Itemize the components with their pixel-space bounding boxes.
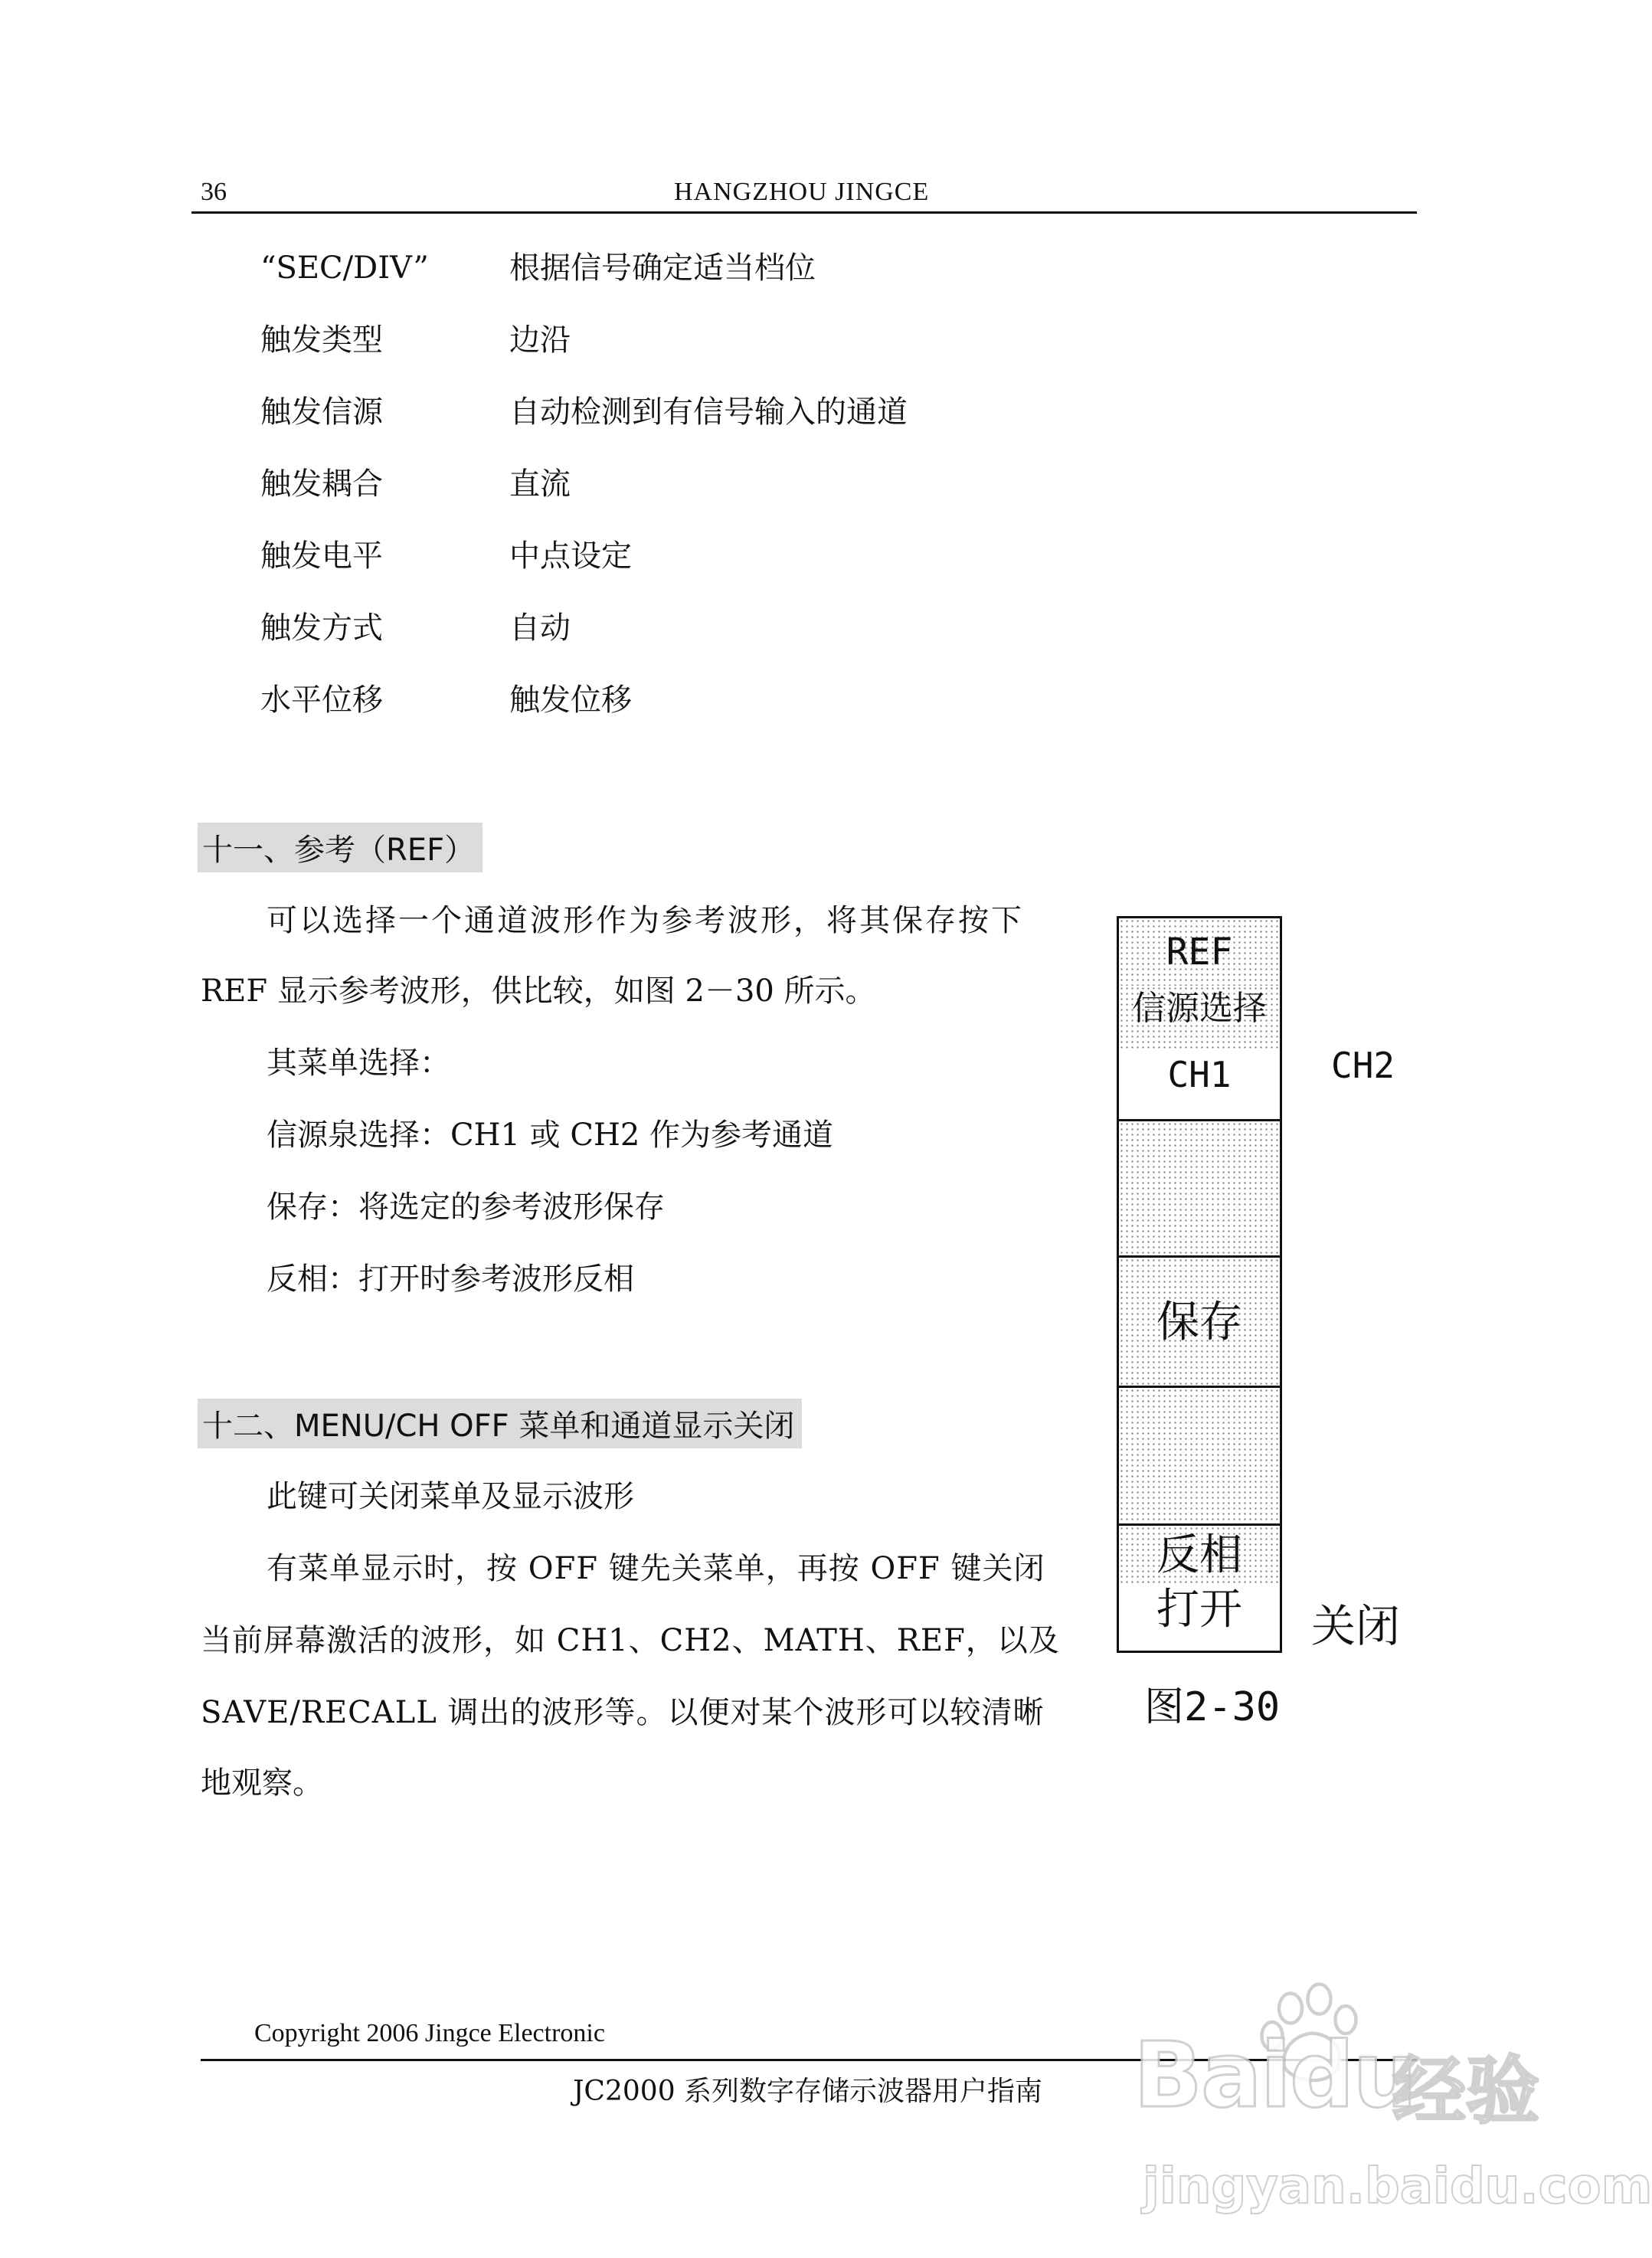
setting-key: 水平位移 [260, 682, 383, 718]
setting-value: 边沿 [509, 322, 571, 358]
paragraph-line: 地观察。 [201, 1765, 323, 1801]
paragraph-line: REF 显示参考波形，供比较，如图 2－30 所示。 [201, 974, 876, 1009]
paragraph-line: 有菜单显示时，按 OFF 键先关菜单，再按 OFF 键关闭 [267, 1551, 1045, 1586]
setting-value: 自动检测到有信号输入的通道 [509, 394, 908, 430]
setting-key: 触发电平 [260, 538, 383, 574]
menu-blank-slot [1119, 1119, 1280, 1255]
setting-key: “SEC/DIV” [260, 250, 429, 286]
menu-item-save: 保存：将选定的参考波形保存 [267, 1190, 665, 1225]
paragraph-line: 可以选择一个通道波形作为参考波形，将其保存按下 [267, 903, 1024, 938]
watermark-jingyan: 经验 [1392, 2048, 1539, 2134]
setting-key: 触发信源 [260, 394, 383, 430]
figure-caption: 图2-30 [1144, 1684, 1281, 1730]
setting-value: 根据信号确定适当档位 [509, 250, 816, 286]
setting-key: 触发耦合 [260, 466, 383, 502]
header-title: HANGZHOU JINGCE [674, 178, 930, 206]
menu-save-button: 保存 [1119, 1255, 1280, 1386]
setting-key: 触发方式 [260, 610, 383, 646]
menu-invert-value: 打开 [1119, 1583, 1280, 1651]
setting-value: 直流 [509, 466, 571, 502]
menu-intro: 其菜单选择： [267, 1046, 450, 1081]
menu-title-ref: REF [1119, 918, 1280, 986]
header-rule [191, 211, 1417, 214]
page-number: 36 [201, 178, 227, 206]
menu-item-invert: 反相：打开时参考波形反相 [267, 1262, 634, 1297]
menu-item-source: 信源泉选择：CH1 或 CH2 作为参考通道 [267, 1118, 834, 1153]
ref-menu-figure [1117, 916, 1282, 1653]
menu-blank-slot [1119, 1386, 1280, 1523]
paragraph-line: 当前屏幕激活的波形，如 CH1、CH2、MATH、REF，以及 [201, 1623, 1060, 1658]
setting-value: 触发位移 [509, 682, 632, 718]
footer-guide-title: JC2000 系列数字存储示波器用户指南 [573, 2076, 1043, 2107]
section-heading-ref: 十一、参考（REF） [198, 823, 483, 872]
menu-source-label: 信源选择 [1119, 986, 1280, 1052]
invert-alt-option: 关闭 [1311, 1600, 1401, 1652]
section-heading-menu-off: 十二、MENU/CH OFF 菜单和通道显示关闭 [198, 1399, 802, 1448]
setting-key: 触发类型 [260, 322, 383, 358]
footer-copyright: Copyright 2006 Jingce Electronic [254, 2019, 605, 2047]
setting-value: 自动 [509, 610, 571, 646]
menu-source-value: CH1 [1119, 1052, 1280, 1119]
menu-invert-label: 反相 [1119, 1523, 1280, 1583]
paragraph-line: SAVE/RECALL 调出的波形等。以便对某个波形可以较清晰 [201, 1695, 1045, 1730]
paragraph-line: 此键可关闭菜单及显示波形 [267, 1479, 634, 1514]
source-alt-option: CH2 [1331, 1045, 1395, 1086]
setting-value: 中点设定 [509, 538, 632, 574]
watermark-url: jingyan.baidu.com [1143, 2158, 1652, 2215]
watermark-logo: Baidu [1134, 2022, 1416, 2128]
